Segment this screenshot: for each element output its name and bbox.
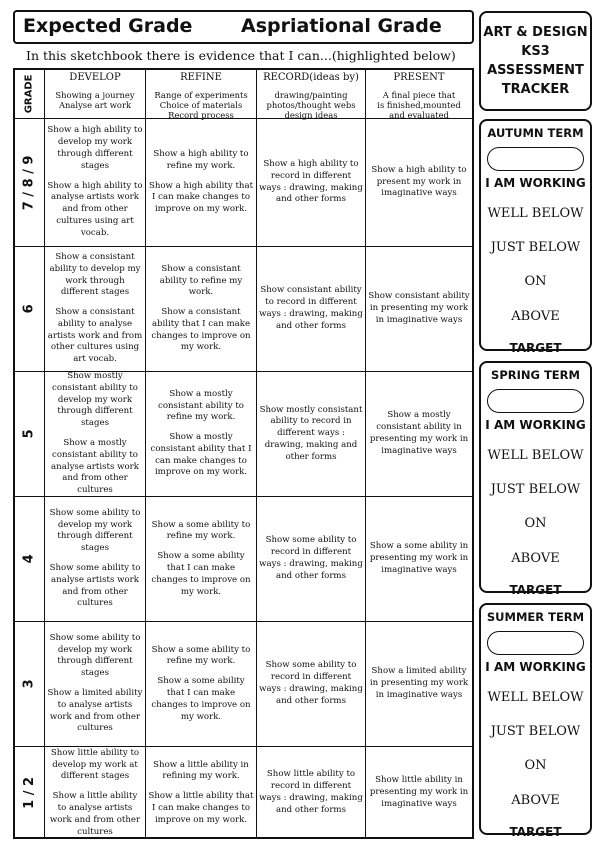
grade-header-cell <box>15 70 44 118</box>
criteria-cell-refine[interactable] <box>145 119 256 246</box>
column-description: photos/thought webs <box>266 100 356 110</box>
level-option-above[interactable]: ABOVE <box>511 793 560 808</box>
criteria-text: Show a consistant ability to develop my work through different stages <box>49 251 141 298</box>
term-title: SUMMER TERM <box>486 610 585 624</box>
criteria-text: Show a high ability to present my work in imaginative ways <box>371 164 467 199</box>
criteria-text: Show some ability to analyse artists work and from other cultures <box>49 563 141 609</box>
criteria-text: Show a mostly consistant ability that I can make changes to improve on my work. <box>150 432 252 478</box>
tracker-title <box>479 11 592 111</box>
level-option-on[interactable]: ON <box>524 758 547 773</box>
criteria-text: Show a little ability to analyse artists work and from other cultures <box>49 791 141 837</box>
criteria-cell-record[interactable] <box>256 119 365 246</box>
criteria-text: Show a high ability to analyse artists work and from other cultures using art vocab. <box>47 180 143 238</box>
criteria-cell-develop[interactable] <box>44 622 145 746</box>
criteria-cell-record[interactable] <box>256 747 365 839</box>
criteria-text: Show a consistant ability to refine my work. <box>159 263 243 298</box>
criteria-text: Show a some ability that I can make changes to improve on my work. <box>151 551 251 597</box>
grade-header <box>13 10 474 44</box>
aspirational-grade-label: Aspriational Grade <box>241 15 442 37</box>
term-grade-field[interactable] <box>487 389 584 413</box>
criteria-text: Show a consistant ability to analyse artists work and from other cultures using art vocab. <box>47 307 143 365</box>
grade-cell <box>15 372 44 496</box>
criteria-cell-refine[interactable] <box>145 622 256 746</box>
criteria-cell-present[interactable] <box>365 119 472 246</box>
criteria-cell-develop[interactable] <box>44 247 145 371</box>
column-header-present <box>365 70 472 118</box>
grade-header-label: GRADE <box>23 74 35 114</box>
target-label: TARGET <box>509 825 562 839</box>
term-box-autumn <box>479 119 592 355</box>
column-description: Choice of materials <box>159 100 243 110</box>
level-option-above[interactable]: ABOVE <box>511 309 560 324</box>
grade-cell <box>15 747 44 839</box>
criteria-cell-record[interactable] <box>256 497 365 621</box>
header-row <box>15 70 472 118</box>
grade-label: 4 <box>21 554 37 564</box>
criteria-text: Show mostly consistant ability to develop my work through different stages <box>52 371 138 429</box>
criteria-cell-develop[interactable] <box>44 747 145 839</box>
term-grade-field[interactable] <box>487 631 584 655</box>
criteria-text: Show a some ability to refine my work. <box>151 519 251 542</box>
criteria-cell-develop[interactable] <box>44 119 145 246</box>
criteria-text: Show little ability in presenting my work in imaginative ways <box>369 775 469 809</box>
criteria-text: Show some ability to develop my work through different stages <box>49 632 141 679</box>
grade-row <box>15 496 472 621</box>
criteria-cell-develop[interactable] <box>44 497 145 621</box>
criteria-text: Show a limited ability to analyse artists work and from other cultures <box>47 688 143 734</box>
level-option-well-below[interactable]: WELL BELOW <box>487 690 584 705</box>
criteria-cell-refine[interactable] <box>145 747 256 839</box>
criteria-text: Show a high ability that I can make changes to improve on my work. <box>148 180 254 215</box>
column-description: Range of experiments <box>154 90 248 100</box>
column-description: Analyse art work <box>58 100 132 110</box>
grade-row <box>15 621 472 746</box>
column-description: A final piece that <box>382 90 456 100</box>
criteria-text: Show a limited ability in presenting my work in imaginative ways <box>369 666 469 700</box>
grade-row <box>15 118 472 246</box>
tracker-title-line: ASSESSMENT <box>487 63 584 78</box>
level-option-above[interactable]: ABOVE <box>511 551 560 566</box>
criteria-cell-present[interactable] <box>365 622 472 746</box>
term-grade-field[interactable] <box>487 147 584 171</box>
column-title: REFINE <box>180 72 222 83</box>
grade-row <box>15 371 472 496</box>
criteria-cell-record[interactable] <box>256 247 365 371</box>
grade-row <box>15 746 472 839</box>
level-option-well-below[interactable]: WELL BELOW <box>487 448 584 463</box>
term-title: AUTUMN TERM <box>487 126 584 140</box>
tracker-title-line: TRACKER <box>501 82 570 97</box>
intro-text: In this sketchbook there is evidence that I can...(highlighted below) <box>26 48 456 63</box>
criteria-text: Show some ability to develop my work through different stages <box>49 507 141 554</box>
criteria-text: Show a mostly consistant ability to refine my work. <box>158 388 244 423</box>
criteria-cell-record[interactable] <box>256 372 365 496</box>
criteria-cell-refine[interactable] <box>145 247 256 371</box>
criteria-text: Show consistant ability to record in different ways : drawing, making and other forms <box>259 285 363 331</box>
level-option-just-below[interactable]: JUST BELOW <box>490 240 581 255</box>
criteria-text: Show a high ability to record in different ways : drawing, making and other forms <box>259 158 363 205</box>
grade-cell <box>15 622 44 746</box>
criteria-cell-present[interactable] <box>365 372 472 496</box>
column-header-develop <box>44 70 145 118</box>
working-label: I AM WORKING <box>485 418 586 432</box>
column-description: and evaluated <box>389 110 449 120</box>
criteria-text: Show a high ability to refine my work. <box>153 149 249 171</box>
target-label: TARGET <box>509 341 562 355</box>
criteria-text: Show a some ability that I can make changes to improve on my work. <box>151 676 251 722</box>
column-title: PRESENT <box>393 72 445 83</box>
criteria-text: Show a consistant ability that I can make changes to improve on my work. <box>151 307 251 353</box>
level-option-well-below[interactable]: WELL BELOW <box>487 206 584 221</box>
grade-label: 3 <box>21 679 37 689</box>
criteria-text: Show little ability to record in different ways : drawing, making and other forms <box>259 769 363 815</box>
column-title: RECORD(ideas by) <box>263 72 359 83</box>
criteria-cell-present[interactable] <box>365 497 472 621</box>
level-option-on[interactable]: ON <box>524 274 547 289</box>
column-header-refine <box>145 70 256 118</box>
criteria-text: Show a high ability to develop my work through different stages <box>47 125 143 171</box>
criteria-cell-present[interactable] <box>365 747 472 839</box>
grade-label: 7 / 8 / 9 <box>21 155 37 210</box>
column-description: is finished,mounted <box>377 100 461 110</box>
assessment-grid <box>13 68 474 839</box>
column-description: drawing/painting <box>274 90 348 100</box>
tracker-title-line: KS3 <box>521 44 550 59</box>
grade-label: 5 <box>21 429 37 439</box>
criteria-text: Show a little ability in refining my work. <box>153 759 249 782</box>
column-header-record-ideas-by <box>256 70 365 118</box>
level-option-on[interactable]: ON <box>524 516 547 531</box>
level-option-just-below[interactable]: JUST BELOW <box>490 724 581 739</box>
column-title: DEVELOP <box>69 72 121 83</box>
working-label: I AM WORKING <box>485 176 586 190</box>
criteria-text: Show a mostly consistant ability in presenting my work in imaginative ways <box>369 410 469 456</box>
term-box-spring <box>479 361 592 597</box>
criteria-text: Show some ability to record in different ways : drawing, making and other forms <box>259 535 363 581</box>
tracker-title-line: ART & DESIGN <box>483 25 588 40</box>
column-description: Showing a journey <box>55 90 135 100</box>
grade-row <box>15 246 472 371</box>
criteria-cell-refine[interactable] <box>145 372 256 496</box>
grade-label: 6 <box>21 304 37 314</box>
grade-cell <box>15 497 44 621</box>
expected-grade-label: Expected Grade <box>23 15 193 37</box>
grade-cell <box>15 247 44 371</box>
criteria-text: Show a mostly consistant ability to analyse artists work and from other cultures <box>51 438 139 496</box>
term-title: SPRING TERM <box>491 368 580 382</box>
criteria-text: Show a little ability that I can make changes to improve on my work. <box>148 791 254 825</box>
criteria-cell-record[interactable] <box>256 622 365 746</box>
criteria-text: Show little ability to develop my work at different stages <box>50 747 140 782</box>
criteria-text: Show a some ability to refine my work. <box>151 644 251 667</box>
level-option-just-below[interactable]: JUST BELOW <box>490 482 581 497</box>
criteria-text: Show a some ability in presenting my work in imaginative ways <box>369 541 469 575</box>
grade-label: 1 / 2 <box>21 777 37 809</box>
criteria-cell-refine[interactable] <box>145 497 256 621</box>
criteria-cell-develop[interactable] <box>44 372 145 496</box>
grade-cell <box>15 119 44 246</box>
column-description: design ideas <box>284 110 338 120</box>
column-description: Record process <box>168 110 234 120</box>
criteria-text: Show consistant ability in presenting my work in imaginative ways <box>368 291 470 325</box>
term-box-summer <box>479 603 592 839</box>
criteria-cell-present[interactable] <box>365 247 472 371</box>
working-label: I AM WORKING <box>485 660 586 674</box>
criteria-text: Show mostly consistant ability to record in different ways : drawing, making and other forms <box>259 404 363 462</box>
target-label: TARGET <box>509 583 562 597</box>
criteria-text: Show some ability to record in different ways : drawing, making and other forms <box>259 660 363 706</box>
